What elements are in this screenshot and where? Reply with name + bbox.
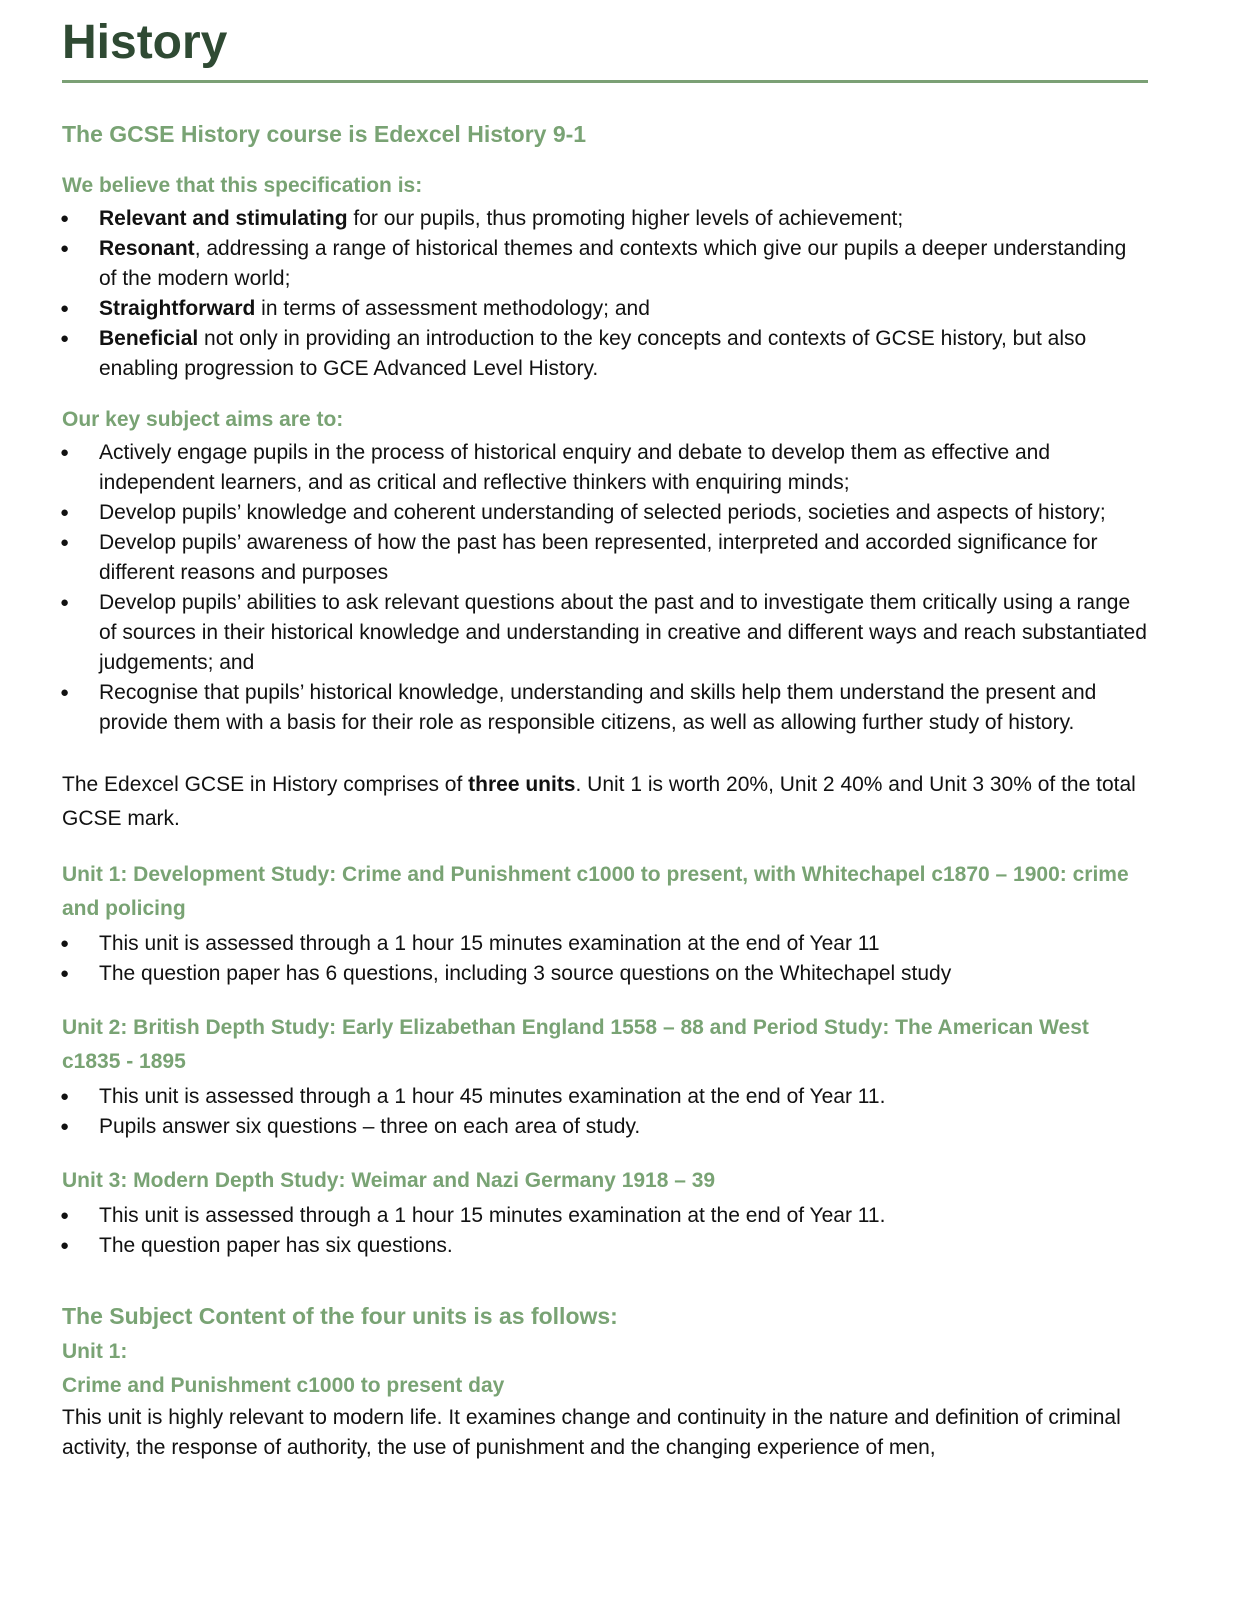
course-heading: The GCSE History course is Edexcel History 9-1 <box>62 121 587 147</box>
list-item: ● Actively engage pupils in the process of historical enquiry and debate to develop them as effective and independent learners, and as critical and reflective thinkers with enquiring minds; <box>62 438 1148 498</box>
spec-list <box>62 204 1148 384</box>
list-item: ● Relevant and stimulating for our pupils, thus promoting higher levels of achievement; <box>62 204 1148 234</box>
list-item: ● Develop pupils’ knowledge and coherent understanding of selected periods, societies and aspects of history; <box>62 498 1148 528</box>
unit-3-heading: Unit 3: Modern Depth Study: Weimar and Nazi Germany 1918 – 39 <box>62 1169 716 1192</box>
list-item: ● The question paper has six questions. <box>62 1231 1148 1261</box>
list-item: ● This unit is assessed through a 1 hour 45 minutes examination at the end of Year 11. <box>62 1082 1148 1112</box>
aims-heading: Our key subject aims are to: <box>62 408 344 431</box>
list-item: ● This unit is assessed through a 1 hour 15 minutes examination at the end of Year 11 <box>62 929 1148 959</box>
unit-1-list <box>62 929 1148 989</box>
list-item: ● Recognise that pupils’ historical knowledge, understanding and skills help them understand the present and provide them with a basis for their role as responsible citizens, as well as allowing further study of history. <box>62 678 1148 738</box>
subject-unit-text: This unit is highly relevant to modern life. It examines change and continuity in the nature and definition of criminal activity, the response of authority, the use of punishment and the changing experience of men, <box>62 1406 1121 1459</box>
unit-2-list <box>62 1082 1148 1142</box>
unit-3-list <box>62 1201 1148 1261</box>
page-title: History <box>62 0 1148 83</box>
list-item: ● Develop pupils’ abilities to ask relevant questions about the past and to investigate them critically using a range of sources in their historical knowledge and understanding in creative and different ways and reach substantiated judgements; and <box>62 588 1148 678</box>
subject-unit-label: Unit 1: <box>62 1340 128 1363</box>
aims-list <box>62 438 1148 738</box>
list-item: ● The question paper has 6 questions, including 3 source questions on the Whitechapel study <box>62 959 1148 989</box>
unit-2-heading: Unit 2: British Depth Study: Early Elizabethan England 1558 – 88 and Period Study: The American West c1835 - 1895 <box>62 1016 1089 1073</box>
list-item: ● This unit is assessed through a 1 hour 15 minutes examination at the end of Year 11. <box>62 1201 1148 1231</box>
list-item: ● Beneficial not only in providing an introduction to the key concepts and contexts of GCSE history, but also enabling progression to GCE Advanced Level History. <box>62 324 1148 384</box>
subject-content-heading: The Subject Content of the four units is as follows: <box>62 1303 618 1329</box>
units-paragraph: The Edexcel GCSE in History comprises of three units. Unit 1 is worth 20%, Unit 2 40% and Unit 3 30% of the total GCSE mark. <box>62 773 1136 830</box>
list-item: ● Pupils answer six questions – three on each area of study. <box>62 1112 1148 1142</box>
subject-unit-title: Crime and Punishment c1000 to present day <box>62 1374 505 1397</box>
unit-1-heading: Unit 1: Development Study: Crime and Punishment c1000 to present, with Whitechapel c1870 – 1900: crime and policing <box>62 863 1129 920</box>
list-item: ● Resonant, addressing a range of historical themes and contexts which give our pupils a deeper understanding of the modern world; <box>62 234 1148 294</box>
list-item: ● Straightforward in terms of assessment methodology; and <box>62 294 1148 324</box>
list-item: ● Develop pupils’ awareness of how the past has been represented, interpreted and accorded significance for different reasons and purposes <box>62 528 1148 588</box>
spec-heading: We believe that this specification is: <box>62 174 423 197</box>
